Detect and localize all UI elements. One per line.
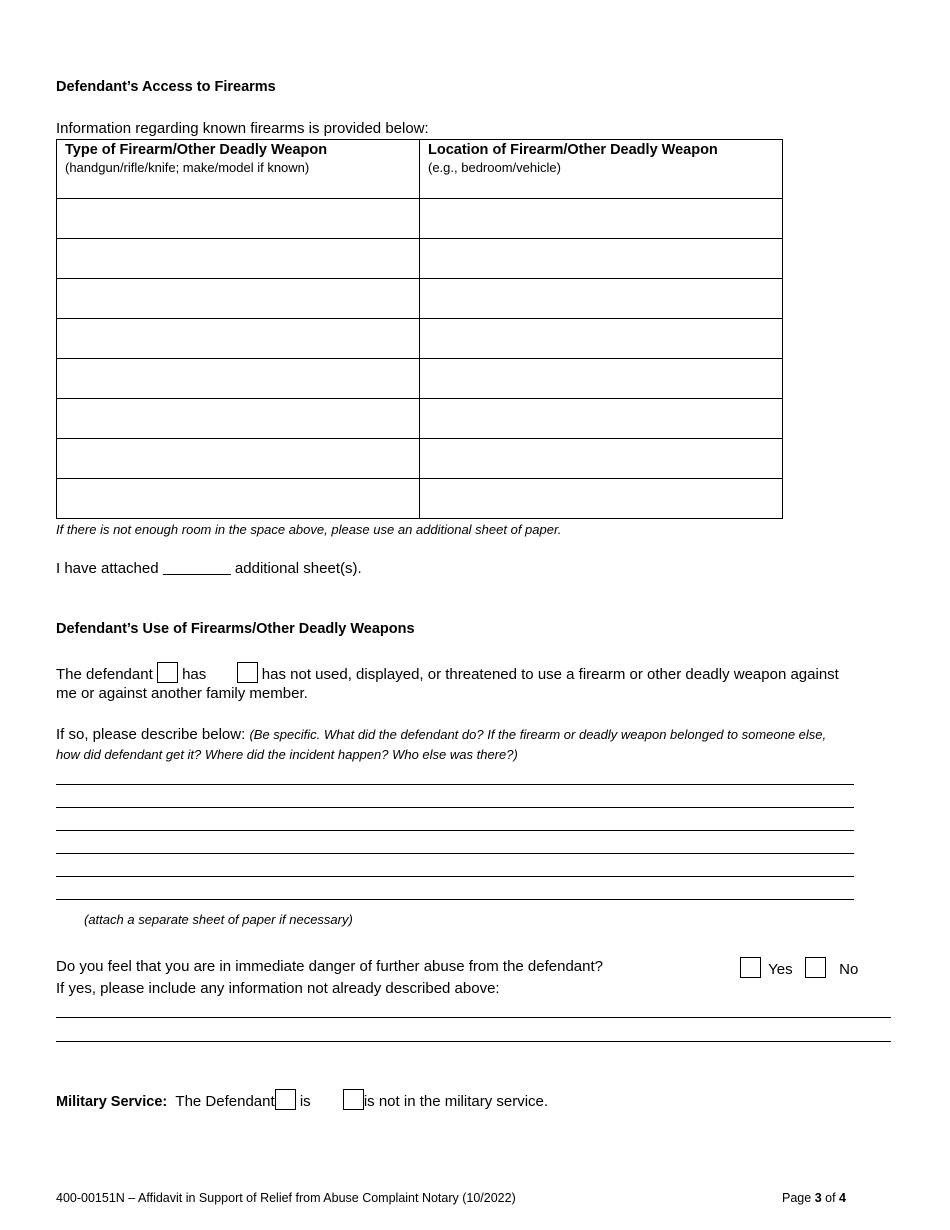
table-row bbox=[57, 439, 783, 479]
weapon-location-cell[interactable] bbox=[420, 399, 783, 439]
page-word: Page bbox=[782, 1191, 812, 1205]
description-line[interactable] bbox=[56, 830, 854, 831]
military-label: Military Service: bbox=[56, 1094, 168, 1110]
table-row bbox=[57, 199, 783, 239]
attached-suffix: additional sheet(s). bbox=[234, 560, 362, 577]
page-total: 4 bbox=[839, 1191, 846, 1205]
defendant-use-statement bbox=[56, 662, 906, 683]
military-defendant-text: The Defendant bbox=[175, 1093, 275, 1110]
description-line[interactable] bbox=[56, 899, 854, 900]
weapon-type-cell[interactable] bbox=[57, 399, 420, 439]
col-type-subtitle: (handgun/rifle/knife; make/model if known) bbox=[65, 160, 310, 175]
table-row bbox=[57, 319, 783, 359]
weapon-location-cell[interactable] bbox=[420, 319, 783, 359]
space-note: If there is not enough room in the space above, please use an additional sheet of paper. bbox=[56, 522, 562, 537]
page-current: 3 bbox=[814, 1191, 822, 1205]
page-of: of bbox=[825, 1191, 836, 1205]
weapon-type-cell[interactable] bbox=[57, 279, 420, 319]
danger-followup: If yes, please include any information not already described above: bbox=[56, 980, 500, 997]
weapon-type-cell[interactable] bbox=[57, 479, 420, 519]
has-label: has bbox=[182, 666, 207, 683]
description-line[interactable] bbox=[56, 784, 854, 785]
danger-info-line[interactable] bbox=[56, 1041, 891, 1042]
danger-no-checkbox[interactable] bbox=[805, 957, 826, 978]
weapon-location-cell[interactable] bbox=[420, 439, 783, 479]
col-type-title: Type of Firearm/Other Deadly Weapon bbox=[65, 142, 328, 158]
firearms-intro: Information regarding known firearms is provided below: bbox=[56, 120, 429, 137]
describe-hint-2: how did defendant get it? Where did the incident happen? Who else was there?) bbox=[56, 747, 518, 762]
col-location-title: Location of Firearm/Other Deadly Weapon bbox=[428, 142, 718, 158]
weapon-location-cell[interactable] bbox=[420, 239, 783, 279]
description-line[interactable] bbox=[56, 853, 854, 854]
col-type-header bbox=[57, 140, 420, 199]
weapon-location-cell[interactable] bbox=[420, 199, 783, 239]
military-is-not-checkbox[interactable] bbox=[343, 1089, 364, 1110]
weapon-type-cell[interactable] bbox=[57, 199, 420, 239]
describe-prompt bbox=[56, 726, 916, 743]
danger-yes-label: Yes bbox=[768, 961, 793, 978]
danger-no-option bbox=[805, 957, 858, 978]
danger-no-label: No bbox=[839, 961, 859, 978]
use-heading: Defendant’s Use of Firearms/Other Deadly Weapons bbox=[56, 621, 415, 637]
danger-question: Do you feel that you are in immediate danger of further abuse from the defendant? bbox=[56, 958, 604, 975]
military-is-label: is bbox=[299, 1093, 311, 1110]
attached-prefix: I have attached bbox=[56, 560, 159, 577]
page-number bbox=[782, 1191, 846, 1205]
table-row bbox=[57, 399, 783, 439]
weapon-location-cell[interactable] bbox=[420, 279, 783, 319]
table-row bbox=[57, 279, 783, 319]
weapon-type-cell[interactable] bbox=[57, 439, 420, 479]
weapon-type-cell[interactable] bbox=[57, 359, 420, 399]
describe-label: If so, please describe below: bbox=[56, 726, 246, 743]
access-heading: Defendant’s Access to Firearms bbox=[56, 79, 276, 95]
has-not-label: has not used, displayed, or threatened to use a firearm or other deadly weapon against bbox=[261, 666, 839, 683]
table-row bbox=[57, 479, 783, 519]
table-row bbox=[57, 239, 783, 279]
attached-sheets-line bbox=[56, 560, 362, 577]
describe-hint: (Be specific. What did the defendant do? If the firearm or deadly weapon belonged to someone else, bbox=[249, 727, 827, 742]
military-is-checkbox[interactable] bbox=[275, 1089, 296, 1110]
description-line[interactable] bbox=[56, 807, 854, 808]
military-statement bbox=[56, 1089, 548, 1110]
form-id: 400-00151N – Affidavit in Support of Relief from Abuse Complaint Notary (10/2022) bbox=[56, 1191, 516, 1205]
has-not-checkbox[interactable] bbox=[237, 662, 258, 683]
table-header-row bbox=[57, 140, 783, 199]
weapon-type-cell[interactable] bbox=[57, 319, 420, 359]
military-is-not-label: is not in the military service. bbox=[363, 1093, 549, 1110]
weapon-location-cell[interactable] bbox=[420, 479, 783, 519]
family-member-line: me or against another family member. bbox=[56, 685, 308, 702]
col-location-header bbox=[420, 140, 783, 199]
table-row bbox=[57, 359, 783, 399]
description-line[interactable] bbox=[56, 876, 854, 877]
danger-yes-option bbox=[740, 957, 793, 978]
defendant-label: The defendant bbox=[56, 666, 153, 683]
attach-note: (attach a separate sheet of paper if necessary) bbox=[84, 912, 353, 927]
danger-info-line[interactable] bbox=[56, 1017, 891, 1018]
weapon-location-cell[interactable] bbox=[420, 359, 783, 399]
firearms-table bbox=[56, 139, 783, 519]
has-checkbox[interactable] bbox=[157, 662, 178, 683]
attached-count-field[interactable] bbox=[163, 560, 231, 575]
danger-yes-checkbox[interactable] bbox=[740, 957, 761, 978]
col-location-subtitle: (e.g., bedroom/vehicle) bbox=[428, 160, 561, 175]
weapon-type-cell[interactable] bbox=[57, 239, 420, 279]
